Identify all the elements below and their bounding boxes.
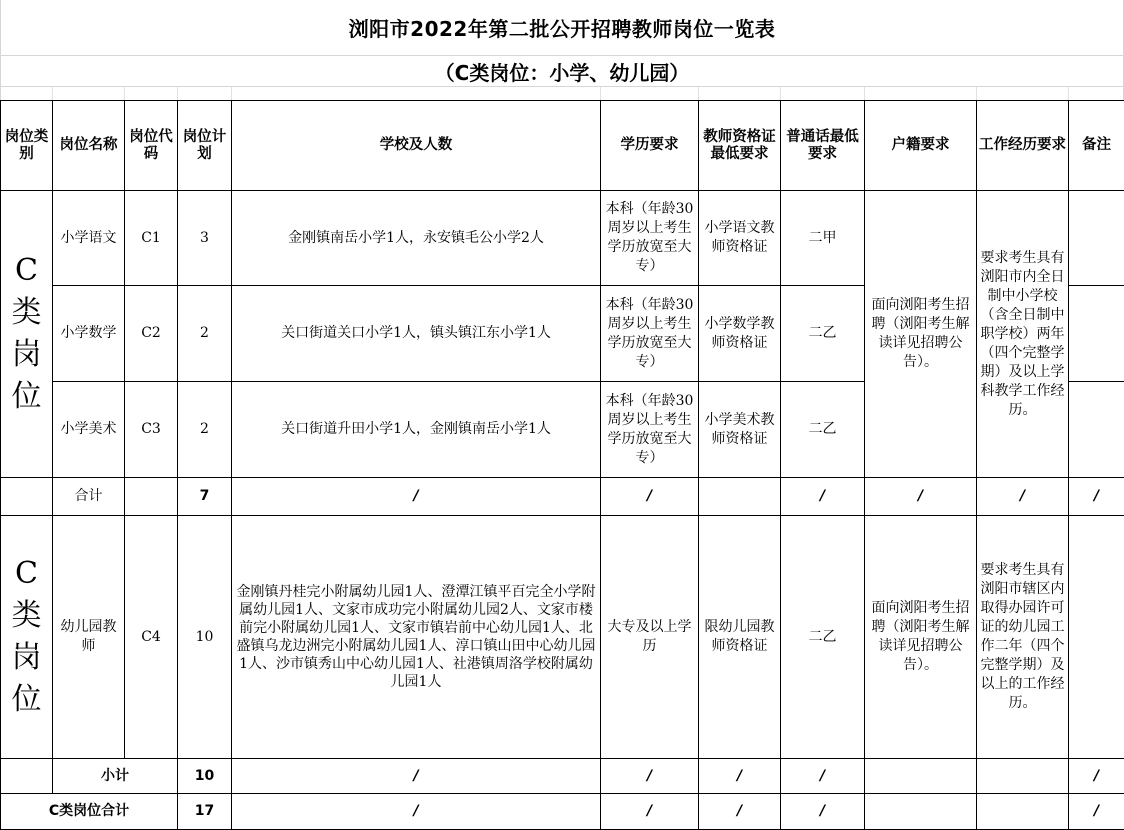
mandarin-cell: 二乙	[781, 516, 865, 759]
certificate-cell: 小学数学教师资格证	[699, 286, 781, 382]
header-cell: 岗位代码	[125, 101, 178, 191]
grand-total-label: C类岗位合计	[1, 794, 178, 830]
mandarin-cell: 二甲	[781, 191, 865, 286]
total-row	[1, 478, 1124, 516]
slash-mark: /	[1069, 478, 1124, 516]
empty-cell	[125, 478, 178, 516]
huji-cell: 面向浏阳考生招聘（浏阳考生解读详见招聘公告）。	[865, 191, 977, 478]
position-plan: 2	[178, 286, 232, 382]
position-name: 幼儿园教师	[53, 516, 125, 759]
slash-mark: /	[601, 478, 699, 516]
slash-mark: /	[601, 759, 699, 794]
table-header-row	[1, 101, 1124, 191]
slash-mark: /	[781, 794, 865, 830]
work-experience-cell: 要求考生具有浏阳市辖区内取得办园许可证的幼儿园工作二年（四个完整学期）及以上的工作经历。	[977, 516, 1069, 759]
subtotal-row	[1, 759, 1124, 794]
education-cell: 本科（年龄30周岁以上考生学历放宽至大专）	[601, 382, 699, 478]
slash-mark: /	[865, 478, 977, 516]
certificate-cell: 小学语文教师资格证	[699, 191, 781, 286]
slash-mark: /	[601, 794, 699, 830]
table-row	[1, 516, 1124, 759]
slash-mark: /	[232, 794, 601, 830]
header-cell: 岗位类别	[1, 101, 53, 191]
slash-mark: /	[232, 478, 601, 516]
position-code: C3	[125, 382, 178, 478]
remark-cell	[1069, 286, 1124, 382]
mandarin-cell: 二乙	[781, 286, 865, 382]
header-cell: 学校及人数	[232, 101, 601, 191]
category-cell: C类岗位	[1, 191, 53, 478]
sheet-gridline-strip	[0, 86, 1124, 101]
subtotal-label: 小计	[53, 759, 178, 794]
total-plan: 7	[178, 478, 232, 516]
remark-cell	[1069, 516, 1124, 759]
page-title: 浏阳市2022年第二批公开招聘教师岗位一览表	[0, 0, 1124, 56]
education-cell: 本科（年龄30周岁以上考生学历放宽至大专）	[601, 191, 699, 286]
subtotal-plan: 10	[178, 759, 232, 794]
empty-cell	[1, 759, 53, 794]
position-plan: 3	[178, 191, 232, 286]
huji-cell: 面向浏阳考生招聘（浏阳考生解读详见招聘公告）。	[865, 516, 977, 759]
header-cell: 教师资格证最低要求	[699, 101, 781, 191]
grand-total-row	[1, 794, 1124, 830]
certificate-cell: 小学美术教师资格证	[699, 382, 781, 478]
slash-mark: /	[1069, 759, 1124, 794]
slash-mark: /	[781, 478, 865, 516]
schools-cell: 金刚镇南岳小学1人，永安镇毛公小学2人	[232, 191, 601, 286]
empty-cell	[865, 794, 977, 830]
total-label: 合计	[53, 478, 125, 516]
category-cell: C类岗位	[1, 516, 53, 759]
position-plan: 10	[178, 516, 232, 759]
header-cell: 备注	[1069, 101, 1124, 191]
page-subtitle: （C类岗位：小学、幼儿园）	[0, 56, 1124, 86]
position-name: 小学语文	[53, 191, 125, 286]
header-cell: 学历要求	[601, 101, 699, 191]
position-code: C2	[125, 286, 178, 382]
education-cell: 大专及以上学历	[601, 516, 699, 759]
position-plan: 2	[178, 382, 232, 478]
slash-mark: /	[977, 478, 1069, 516]
schools-cell: 关口街道关口小学1人，镇头镇江东小学1人	[232, 286, 601, 382]
mandarin-cell: 二乙	[781, 382, 865, 478]
empty-cell	[1, 478, 53, 516]
position-code: C1	[125, 191, 178, 286]
slash-mark: /	[699, 794, 781, 830]
empty-cell	[977, 794, 1069, 830]
remark-cell	[1069, 191, 1124, 286]
work-experience-cell: 要求考生具有浏阳市内全日制中小学校（含全日制中职学校）两年（四个完整学期）及以上学科教学工作经历。	[977, 191, 1069, 478]
grand-total-plan: 17	[178, 794, 232, 830]
empty-cell	[865, 759, 977, 794]
empty-cell	[699, 478, 781, 516]
header-cell: 岗位计划	[178, 101, 232, 191]
position-name: 小学美术	[53, 382, 125, 478]
slash-mark: /	[1069, 794, 1124, 830]
education-cell: 本科（年龄30周岁以上考生学历放宽至大专）	[601, 286, 699, 382]
header-cell: 工作经历要求	[977, 101, 1069, 191]
slash-mark: /	[699, 759, 781, 794]
header-cell: 户籍要求	[865, 101, 977, 191]
header-cell: 普通话最低要求	[781, 101, 865, 191]
table-row	[1, 191, 1124, 286]
schools-cell: 金刚镇丹桂完小附属幼儿园1人、澄潭江镇平百完全小学附属幼儿园1人、文家市成功完小附属幼儿园2人、文家市楼前完小附属幼儿园1人、文家市镇岩前中心幼儿园1人、北盛镇乌龙边洲完小附属幼儿园1人、淳口镇山田中心幼儿园1人、沙市镇秀山中心幼儿园1人、社港镇周洛学校附属幼儿园1人	[232, 516, 601, 759]
position-code: C4	[125, 516, 178, 759]
schools-cell: 关口街道升田小学1人，金刚镇南岳小学1人	[232, 382, 601, 478]
slash-mark: /	[232, 759, 601, 794]
slash-mark: /	[781, 759, 865, 794]
positions-table	[0, 100, 1124, 830]
position-name: 小学数学	[53, 286, 125, 382]
remark-cell	[1069, 382, 1124, 478]
empty-cell	[977, 759, 1069, 794]
certificate-cell: 限幼儿园教师资格证	[699, 516, 781, 759]
header-cell: 岗位名称	[53, 101, 125, 191]
